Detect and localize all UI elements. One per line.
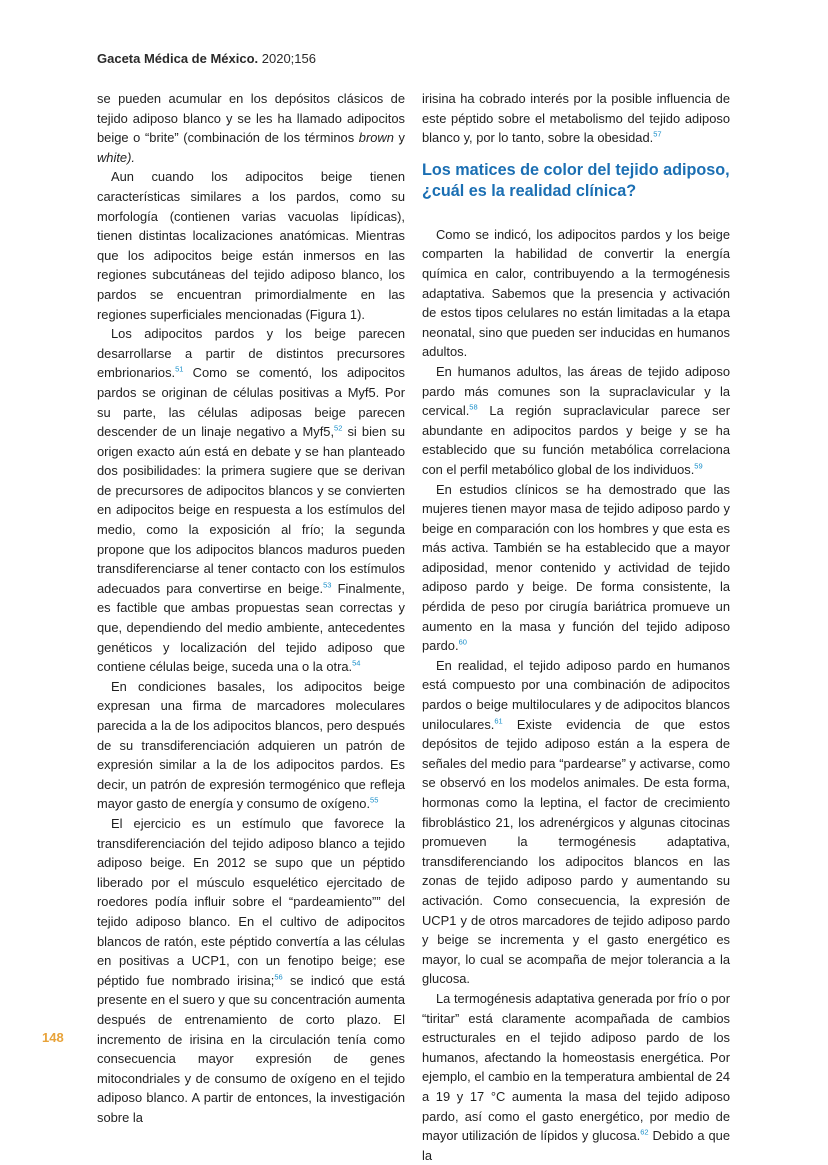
text-run: y	[393, 130, 405, 146]
citation[interactable]: 55	[370, 796, 379, 806]
text-run: se indicó que está presente en el suero y que su concentración aumenta después de entrenamiento de corto plazo. El incremento de irisina en la circulación tenía como consecuencia mayor expresión de genes mitocondriales y de consumo de oxígeno en el tejido adiposo blanco. A partir de entonces, la investigación sobre la	[97, 972, 405, 1125]
citation[interactable]: 53	[323, 580, 332, 590]
paragraph: Aun cuando los adipocitos beige tienen características similares a los pardos, como su morfología (contienen varias vacuolas lipídicas), tienen distintas localizaciones anatómicas. Mientras que los adipocitos beige están inmersos en las regiones subcutáneas del tejido adiposo blanco, los pardos se encuentran primordialmente en las regiones superficiales mencionadas (Figura 1).	[97, 169, 405, 322]
citation[interactable]: 62	[640, 1127, 649, 1137]
text-run: En humanos adultos, las áreas de tejido adiposo pardo más comunes son la supraclavicular y la cervical.	[422, 363, 730, 419]
paragraph	[422, 89, 730, 148]
text-run: Como se comentó, los adipocitos pardos se originan de células positivas a Myf5. Por su parte, las células adiposas beige parecen descender de un linaje negativo a Myf5,	[97, 365, 405, 440]
paragraph	[97, 677, 405, 814]
text-run: Finalmente, es factible que ambas propuestas sean correctas y que, dependiendo del medio ambiente, antecedentes genéticos y localización del tejido adiposo que contiene células beige, suceda una o la otra.	[97, 580, 405, 675]
citation[interactable]: 58	[469, 402, 478, 412]
text-run: En condiciones basales, los adipocitos beige expresan una firma de marcadores moleculares parecida a la de los adipocitos blancos, pero después de su transdiferenciación adquieren un patrón de expresión similar a la de los adipocitos pardos. Es decir, un patrón de expresión termogénico que refleja mayor gasto de energía y consumo de oxígeno.	[97, 678, 405, 812]
right-column	[422, 89, 730, 1165]
citation[interactable]: 52	[334, 423, 343, 433]
paragraph	[97, 89, 405, 167]
citation[interactable]: 61	[494, 716, 503, 726]
paragraph	[422, 480, 730, 656]
citation[interactable]: 56	[274, 972, 283, 982]
journal-name: Gaceta Médica de México.	[97, 51, 259, 66]
paragraph	[422, 989, 730, 1165]
text-run: se pueden acumular en los depósitos clásicos de tejido adiposo blanco y se les ha llamado adipocitos beige o “brite” (combinación de los términos	[97, 91, 405, 146]
paragraph: Como se indicó, los adipocitos pardos y los beige comparten la habilidad de convertir la energía química en calor, contribuyendo a la termogénesis adaptativa. Sabemos que la presencia y activación de estos tipos celulares no están limitadas a la etapa neonatal, sino que pueden ser inducidas en humanos adultos.	[422, 226, 730, 360]
text-run: En realidad, el tejido adiposo pardo en humanos está compuesto por una combinación de adipocitos pardos o beige multiloculares y de adipocitos blancos uniloculares.	[422, 657, 730, 732]
text-run: Existe evidencia de que estos depósitos de tejido adiposo están a la espera de señales del medio para “pardearse” y activarse, como se observó en los modelos animales. De esta forma, hormonas como la leptina, el factor de crecimiento fibroblástico 21, los adrenérgicos y algunas citocinas promueven la termogénesis adaptativa, transdiferenciando los adipocitos blancos en las zonas de tejido adiposo pardo y aumentando su activación. Como consecuencia, la expresión de UCP1 y de otros marcadores de tejido adiposo pardo y beige se incrementa y el gasto energético es mayor, lo cual se acompaña de mejor tolerancia a la glucosa.	[422, 716, 730, 987]
text-run: El ejercicio es un estímulo que favorece la transdiferenciación del tejido adiposo blanco a tejido adiposo beige. En 2012 se supo que un péptido liberado por el músculo esquelético ejercitado de roedores podía influir sobre el “pardeamiento”” del tejido adiposo blanco. En el cultivo de adipocitos blancos de ratón, este péptido convertía a las células en positivas a UCP1, con un fenotipo beige; ese péptido fue nombrado irisina;	[97, 815, 405, 988]
section-heading: Los matices de color del tejido adiposo, ¿cuál es la realidad clínica?	[422, 160, 730, 200]
text-run: irisina ha cobrado interés por la posible influencia de este péptido sobre el metabolismo del tejido adiposo blanco y, por lo tanto, sobre la obesidad.	[422, 91, 730, 146]
citation[interactable]: 51	[175, 365, 184, 375]
left-column	[97, 89, 405, 1127]
paragraph	[422, 362, 730, 480]
paragraph	[97, 814, 405, 1128]
text-run: La región supraclavicular parece ser abundante en adipocitos pardos y beige y se ha establecido que su función metabólica correlaciona con el perfil metabólico global de los individuos.	[422, 403, 730, 477]
text-run: si bien su origen exacto aún está en debate y se han planteado dos posibilidades: la primera sugiere que se derivan de precursores de adipocitos blancos y se convierten en adipocitos beige en respuesta a los estímulos del medio, como la exposición al frío; la segunda propone que los adipocitos blancos maduros pueden transdiferenciarse al tener contacto con los estímulos adecuados para convertirse en beige.	[97, 424, 405, 596]
text-run: La termogénesis adaptativa generada por frío o por “tiritar” está claramente acompañada de cambios estructurales en el tejido adiposo pardo de los humanos, afectando la homeostasis energética. Por ejemplo, el cambio en la temperatura ambiental de 24 a 19 y 17 °C aumenta la masa del tejido adiposo pardo, así como el gasto energético, por medio de mayor utilización de lípidos y glucosa.	[422, 990, 730, 1144]
citation[interactable]: 57	[653, 129, 662, 139]
paragraph	[422, 656, 730, 989]
paragraph	[97, 324, 405, 677]
italic-term: white).	[97, 149, 135, 165]
citation[interactable]: 54	[352, 658, 361, 668]
citation[interactable]: 59	[694, 461, 703, 471]
italic-term: brown	[358, 130, 394, 146]
text-run: Debido a que la	[422, 1128, 730, 1163]
text-run: Los adipocitos pardos y los beige parecen desarrollarse a partir de distintos precursores embrionarios.	[97, 326, 405, 381]
text-run: En estudios clínicos se ha demostrado que las mujeres tienen mayor masa de tejido adiposo pardo y beige en comparación con los hombres y que esta es más activa. También se ha establecido que a mayor adiposidad, menor contenido y actividad de tejido adiposo pardo y beige. De forma consistente, la pérdida de peso por cirugía bariátrica promueve un aumento en la masa y función del tejido adiposo pardo.	[422, 481, 730, 654]
journal-issue: 2020;156	[261, 51, 316, 66]
page-number: 148	[42, 1030, 64, 1045]
citation[interactable]: 60	[458, 637, 467, 647]
running-header	[97, 51, 316, 66]
